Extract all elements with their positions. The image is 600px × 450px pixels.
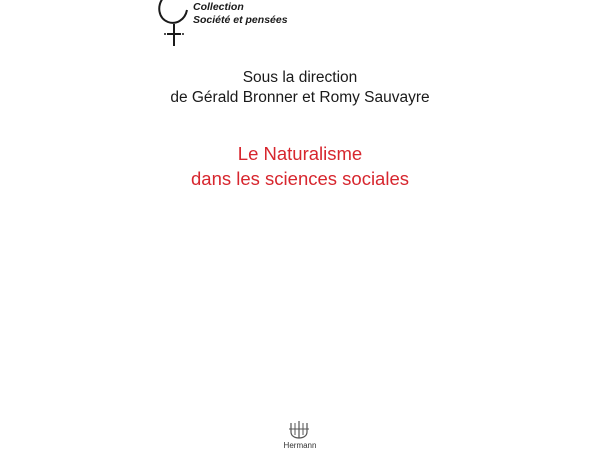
collection-label-line1: Collection xyxy=(193,1,244,13)
editors-names: de Gérald Bronner et Romy Sauvayre xyxy=(170,89,430,106)
collection-name: Société et pensées xyxy=(193,13,288,26)
publisher-name: Hermann xyxy=(283,441,317,450)
collection-label xyxy=(193,1,288,26)
book-title-line1: Le Naturalisme xyxy=(237,143,363,164)
editors-block xyxy=(0,68,600,108)
hermann-emblem-icon xyxy=(287,420,311,440)
book-title-line2: dans les sciences sociales xyxy=(191,168,409,189)
book-title xyxy=(0,141,600,191)
venus-symbol-icon xyxy=(154,0,194,48)
editors-intro: Sous la direction xyxy=(242,69,358,86)
